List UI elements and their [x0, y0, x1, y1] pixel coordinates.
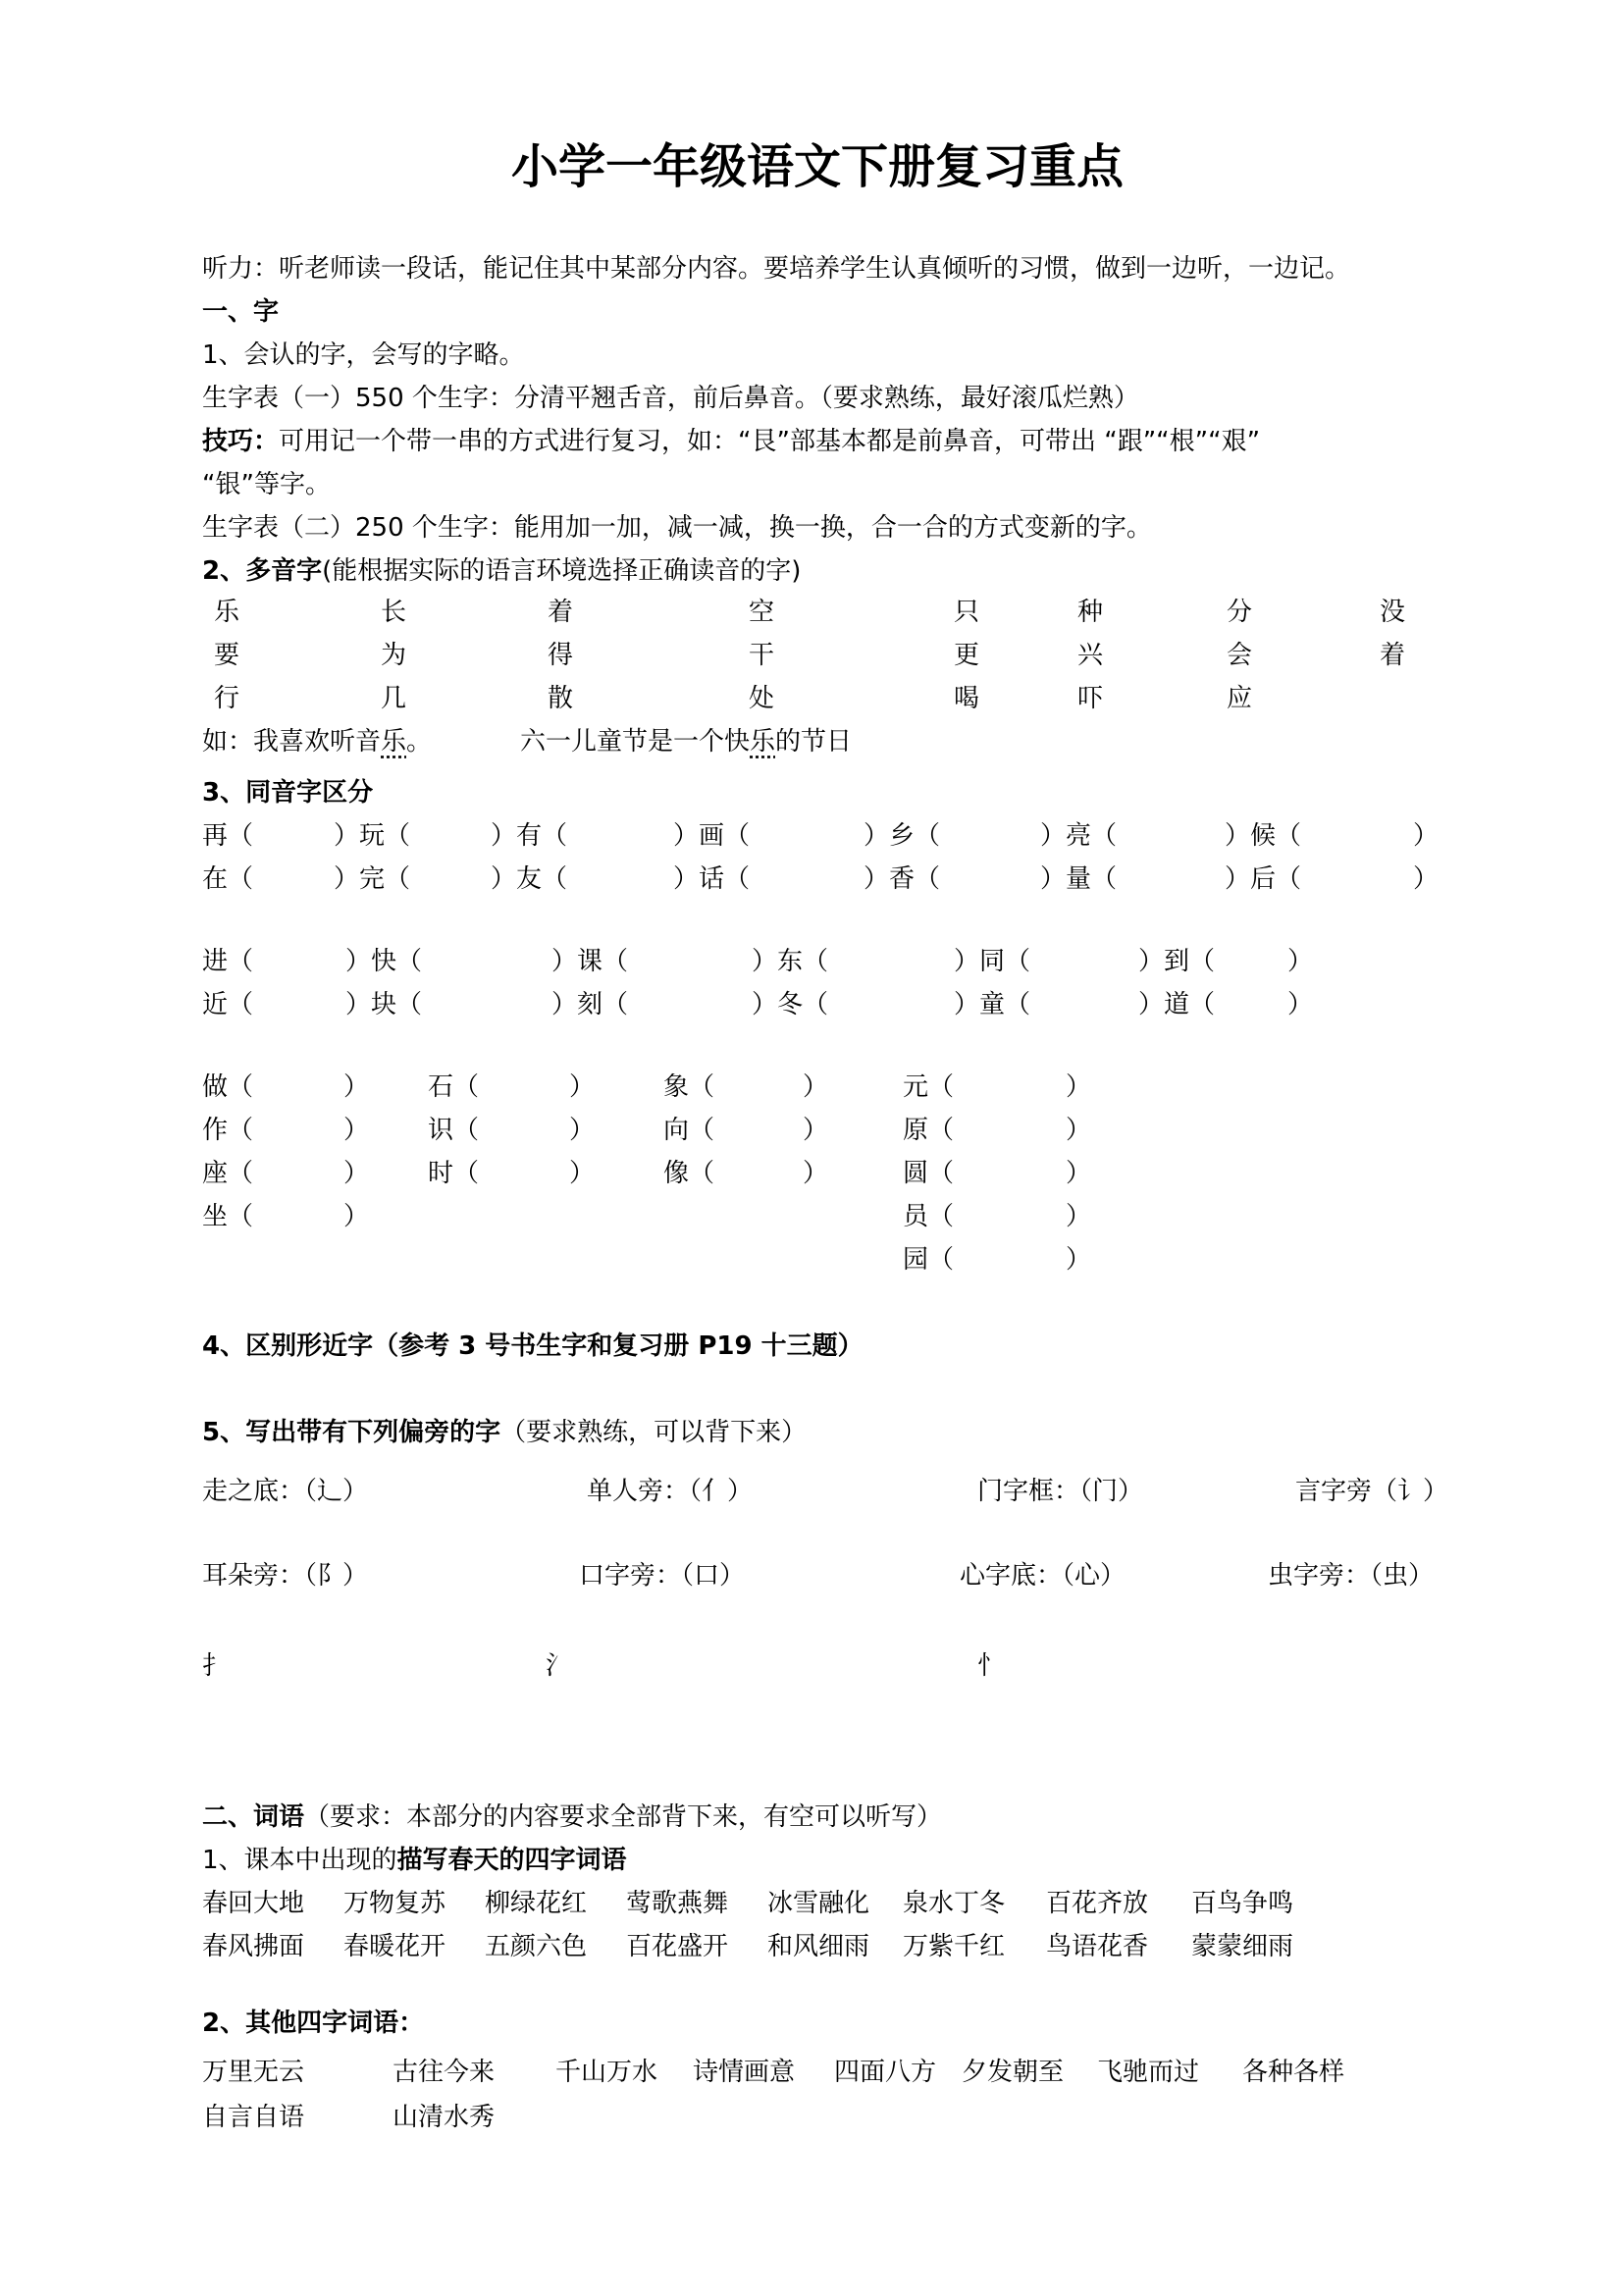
homophone-cell: ）后（	[1225, 864, 1302, 894]
polyphone-heading	[202, 553, 801, 589]
other-word: 夕发朝至	[962, 2058, 1065, 2087]
homophone-cell: ）	[343, 1202, 370, 1231]
homophone-cell: ）完（	[334, 864, 411, 894]
other-word: 古往今来	[393, 2058, 496, 2087]
spring-word: 鸟语花香	[1046, 1932, 1149, 1961]
homophone-cell: ）	[1066, 1202, 1092, 1231]
polyphone-char: 长	[381, 598, 407, 627]
section1-p2: 生字表（一）550 个生字：分清平翘舌音，前后鼻音。（要求熟练，最好滚瓜烂熟）	[202, 384, 1139, 413]
radical-heading-bold: 5、写出带有下列偏旁的字	[202, 1418, 501, 1447]
spring-word: 蒙蒙细雨	[1191, 1932, 1294, 1961]
radical-item: 虫字旁：（虫）	[1268, 1561, 1435, 1591]
homophone-cell: 象（	[663, 1072, 715, 1102]
tip-label: 技巧：	[202, 427, 280, 456]
radical-heading-note: （要求熟练，可以背下来）	[500, 1418, 808, 1447]
polyphone-char: 为	[381, 641, 407, 670]
homophone-cell: 作（	[202, 1116, 254, 1145]
homophone-cell: 做（	[202, 1072, 254, 1102]
homophone-cell: ）量（	[1040, 864, 1118, 894]
homophone-cell: 在（	[202, 864, 254, 894]
homophone-cell: 元（	[903, 1072, 955, 1102]
other-word: 四面八方	[834, 2058, 937, 2087]
section2-heading	[202, 1800, 942, 1835]
homophone-cell: 进（	[202, 947, 254, 976]
example-1-highlight: 乐	[381, 727, 407, 757]
example-2-end: 的节日	[775, 727, 853, 757]
radical-item: 氵	[546, 1651, 572, 1681]
other-word: 诗情画意	[693, 2058, 796, 2087]
tip-text: 可用记一个带一串的方式进行复习，如：“艮”部基本都是前鼻音，可带出 “跟”“根”“艰”	[279, 427, 1261, 456]
spring-word: 万紫千红	[903, 1932, 1006, 1961]
polyphone-char: 散	[548, 684, 574, 713]
polyphone-char: 兴	[1077, 641, 1104, 670]
polyphone-char: 得	[548, 641, 574, 670]
polyphone-char: 着	[1380, 641, 1406, 670]
homophone-cell: 像（	[663, 1159, 715, 1188]
homophone-cell: ）有（	[491, 821, 568, 851]
spring-words-heading	[202, 1843, 627, 1878]
page-title: 小学一年级语文下册复习重点	[511, 139, 1125, 194]
homophone-cell: ）	[343, 1072, 370, 1102]
spring-words-heading-text: 1、课本中出现的	[202, 1846, 397, 1875]
homophone-cell: ）刻（	[551, 990, 629, 1019]
section2-heading-bold: 二、词语	[202, 1802, 305, 1832]
homophone-cell: ）	[803, 1072, 829, 1102]
homophone-cell: ）话（	[673, 864, 751, 894]
polyphone-char: 着	[548, 598, 574, 627]
homophone-cell: ）	[803, 1116, 829, 1145]
other-word: 千山万水	[555, 2058, 658, 2087]
polyphone-example-2	[520, 724, 852, 759]
spring-word: 柳绿花红	[485, 1889, 588, 1918]
other-word: 各种各样	[1242, 2058, 1345, 2087]
polyphone-char: 分	[1227, 598, 1253, 627]
radical-item: 心字底：（心）	[960, 1561, 1126, 1591]
spring-word: 百鸟争鸣	[1191, 1889, 1294, 1918]
spring-words-heading-bold: 描写春天的四字词语	[396, 1846, 627, 1875]
spring-word: 百花盛开	[626, 1932, 729, 1961]
homophone-cell: ）	[1066, 1116, 1092, 1145]
polyphone-heading-bold: 2、多音字	[202, 556, 323, 586]
homophone-cell: 近（	[202, 990, 254, 1019]
homophone-cell: ）快（	[345, 947, 423, 976]
polyphone-char: 应	[1227, 684, 1253, 713]
spring-word: 泉水丁冬	[903, 1889, 1006, 1918]
polyphone-char: 乐	[214, 598, 240, 627]
listening-paragraph: 听力：听老师读一段话，能记住其中某部分内容。要培养学生认真倾听的习惯，做到一边听，一边记。	[202, 254, 1351, 284]
polyphone-char: 种	[1077, 598, 1104, 627]
section1-p1: 1、会认的字，会写的字略。	[202, 340, 525, 370]
homophone-cell: ）	[569, 1072, 596, 1102]
spring-word: 莺歌燕舞	[626, 1889, 729, 1918]
homophone-cell: ）候（	[1225, 821, 1302, 851]
homophone-cell: ）画（	[673, 821, 751, 851]
homophone-cell: ）玩（	[334, 821, 411, 851]
other-word: 自言自语	[202, 2103, 305, 2132]
homophone-cell: 时（	[428, 1159, 480, 1188]
homophone-cell: ）童（	[954, 990, 1031, 1019]
homophone-cell: ）	[1066, 1072, 1092, 1102]
example-2-highlight: 乐	[750, 727, 776, 757]
polyphone-example-1	[202, 724, 432, 759]
homophone-cell: ）	[1066, 1159, 1092, 1188]
radical-item: 门字框：（门）	[977, 1477, 1144, 1506]
radical-item: 扌	[202, 1651, 229, 1681]
homophone-cell: 坐（	[202, 1202, 254, 1231]
homophone-cell: ）	[343, 1116, 370, 1145]
homophone-cell: 向（	[663, 1116, 715, 1145]
homophone-cell: ）块（	[345, 990, 423, 1019]
polyphone-char: 行	[214, 684, 240, 713]
section1-heading: 一、字	[202, 297, 280, 327]
polyphone-char: 吓	[1077, 684, 1104, 713]
polyphone-char: 喝	[954, 684, 980, 713]
homophone-cell: ）东（	[752, 947, 829, 976]
homophone-cell: 座（	[202, 1159, 254, 1188]
homophone-cell: ）	[343, 1159, 370, 1188]
homophone-cell: ）冬（	[752, 990, 829, 1019]
homophone-heading: 3、同音字区分	[202, 778, 374, 808]
radical-item: 言字旁（讠）	[1295, 1477, 1449, 1506]
example-1-end: 。	[406, 727, 433, 757]
polyphone-heading-note: (能根据实际的语言环境选择正确读音的字)	[322, 556, 802, 586]
homophone-cell: ）友（	[491, 864, 568, 894]
homophone-cell: ）	[1287, 947, 1314, 976]
homophone-cell: ）同（	[954, 947, 1031, 976]
polyphone-char: 会	[1227, 641, 1253, 670]
spring-word: 春暖花开	[343, 1932, 446, 1961]
homophone-cell: ）亮（	[1040, 821, 1118, 851]
homophone-cell: 圆（	[903, 1159, 955, 1188]
homophone-cell: 识（	[428, 1116, 480, 1145]
example-2-text: 六一儿童节是一个快	[520, 727, 751, 757]
homophone-cell: 园（	[903, 1245, 955, 1275]
homophone-cell: ）	[1413, 821, 1440, 851]
section1-p3	[202, 424, 1260, 459]
homophone-cell: ）	[803, 1159, 829, 1188]
spring-word: 和风细雨	[767, 1932, 870, 1961]
example-1-text: 如：我喜欢听音	[202, 727, 382, 757]
homophone-cell: ）	[569, 1116, 596, 1145]
polyphone-char: 只	[954, 598, 980, 627]
section1-p3b: “银”等字。	[202, 470, 331, 499]
radical-heading	[202, 1415, 807, 1450]
radical-item: 耳朵旁：（阝）	[202, 1561, 369, 1591]
homophone-cell: ）课（	[551, 947, 629, 976]
spring-word: 冰雪融化	[767, 1889, 870, 1918]
similar-chars-heading: 4、区别形近字（参考 3 号书生字和复习册 P19 十三题）	[202, 1331, 864, 1361]
section2-heading-note: （要求：本部分的内容要求全部背下来，有空可以听写）	[304, 1802, 943, 1832]
section1-p4: 生字表（二）250 个生字：能用加一加，减一减，换一换，合一合的方式变新的字。	[202, 513, 1152, 543]
homophone-cell: ）香（	[864, 864, 941, 894]
radical-item: 走之底：（辶）	[202, 1477, 369, 1506]
homophone-cell: ）	[1413, 864, 1440, 894]
homophone-cell: ）	[1066, 1245, 1092, 1275]
homophone-cell: 石（	[428, 1072, 480, 1102]
homophone-cell: ）到（	[1138, 947, 1216, 976]
homophone-cell: ）	[569, 1159, 596, 1188]
spring-word: 春回大地	[202, 1889, 305, 1918]
radical-item: 口字旁：（口）	[579, 1561, 746, 1591]
spring-word: 五颜六色	[485, 1932, 588, 1961]
polyphone-char: 要	[214, 641, 240, 670]
polyphone-char: 更	[954, 641, 980, 670]
polyphone-char: 干	[749, 641, 775, 670]
radical-item: 忄	[977, 1651, 1004, 1681]
other-word: 万里无云	[202, 2058, 305, 2087]
spring-word: 百花齐放	[1046, 1889, 1149, 1918]
homophone-cell: ）道（	[1138, 990, 1216, 1019]
polyphone-char: 空	[749, 598, 775, 627]
other-words-heading: 2、其他四字词语：	[202, 2009, 425, 2038]
homophone-cell: ）	[1287, 990, 1314, 1019]
polyphone-char: 处	[749, 684, 775, 713]
radical-item: 单人旁：（亻）	[587, 1477, 754, 1506]
homophone-cell: ）乡（	[864, 821, 941, 851]
spring-word: 春风拂面	[202, 1932, 305, 1961]
homophone-cell: 员（	[903, 1202, 955, 1231]
polyphone-char: 几	[381, 684, 407, 713]
polyphone-char: 没	[1380, 598, 1406, 627]
homophone-cell: 原（	[903, 1116, 955, 1145]
other-word: 山清水秀	[393, 2103, 496, 2132]
other-word: 飞驰而过	[1097, 2058, 1200, 2087]
spring-word: 万物复苏	[343, 1889, 446, 1918]
homophone-cell: 再（	[202, 821, 254, 851]
